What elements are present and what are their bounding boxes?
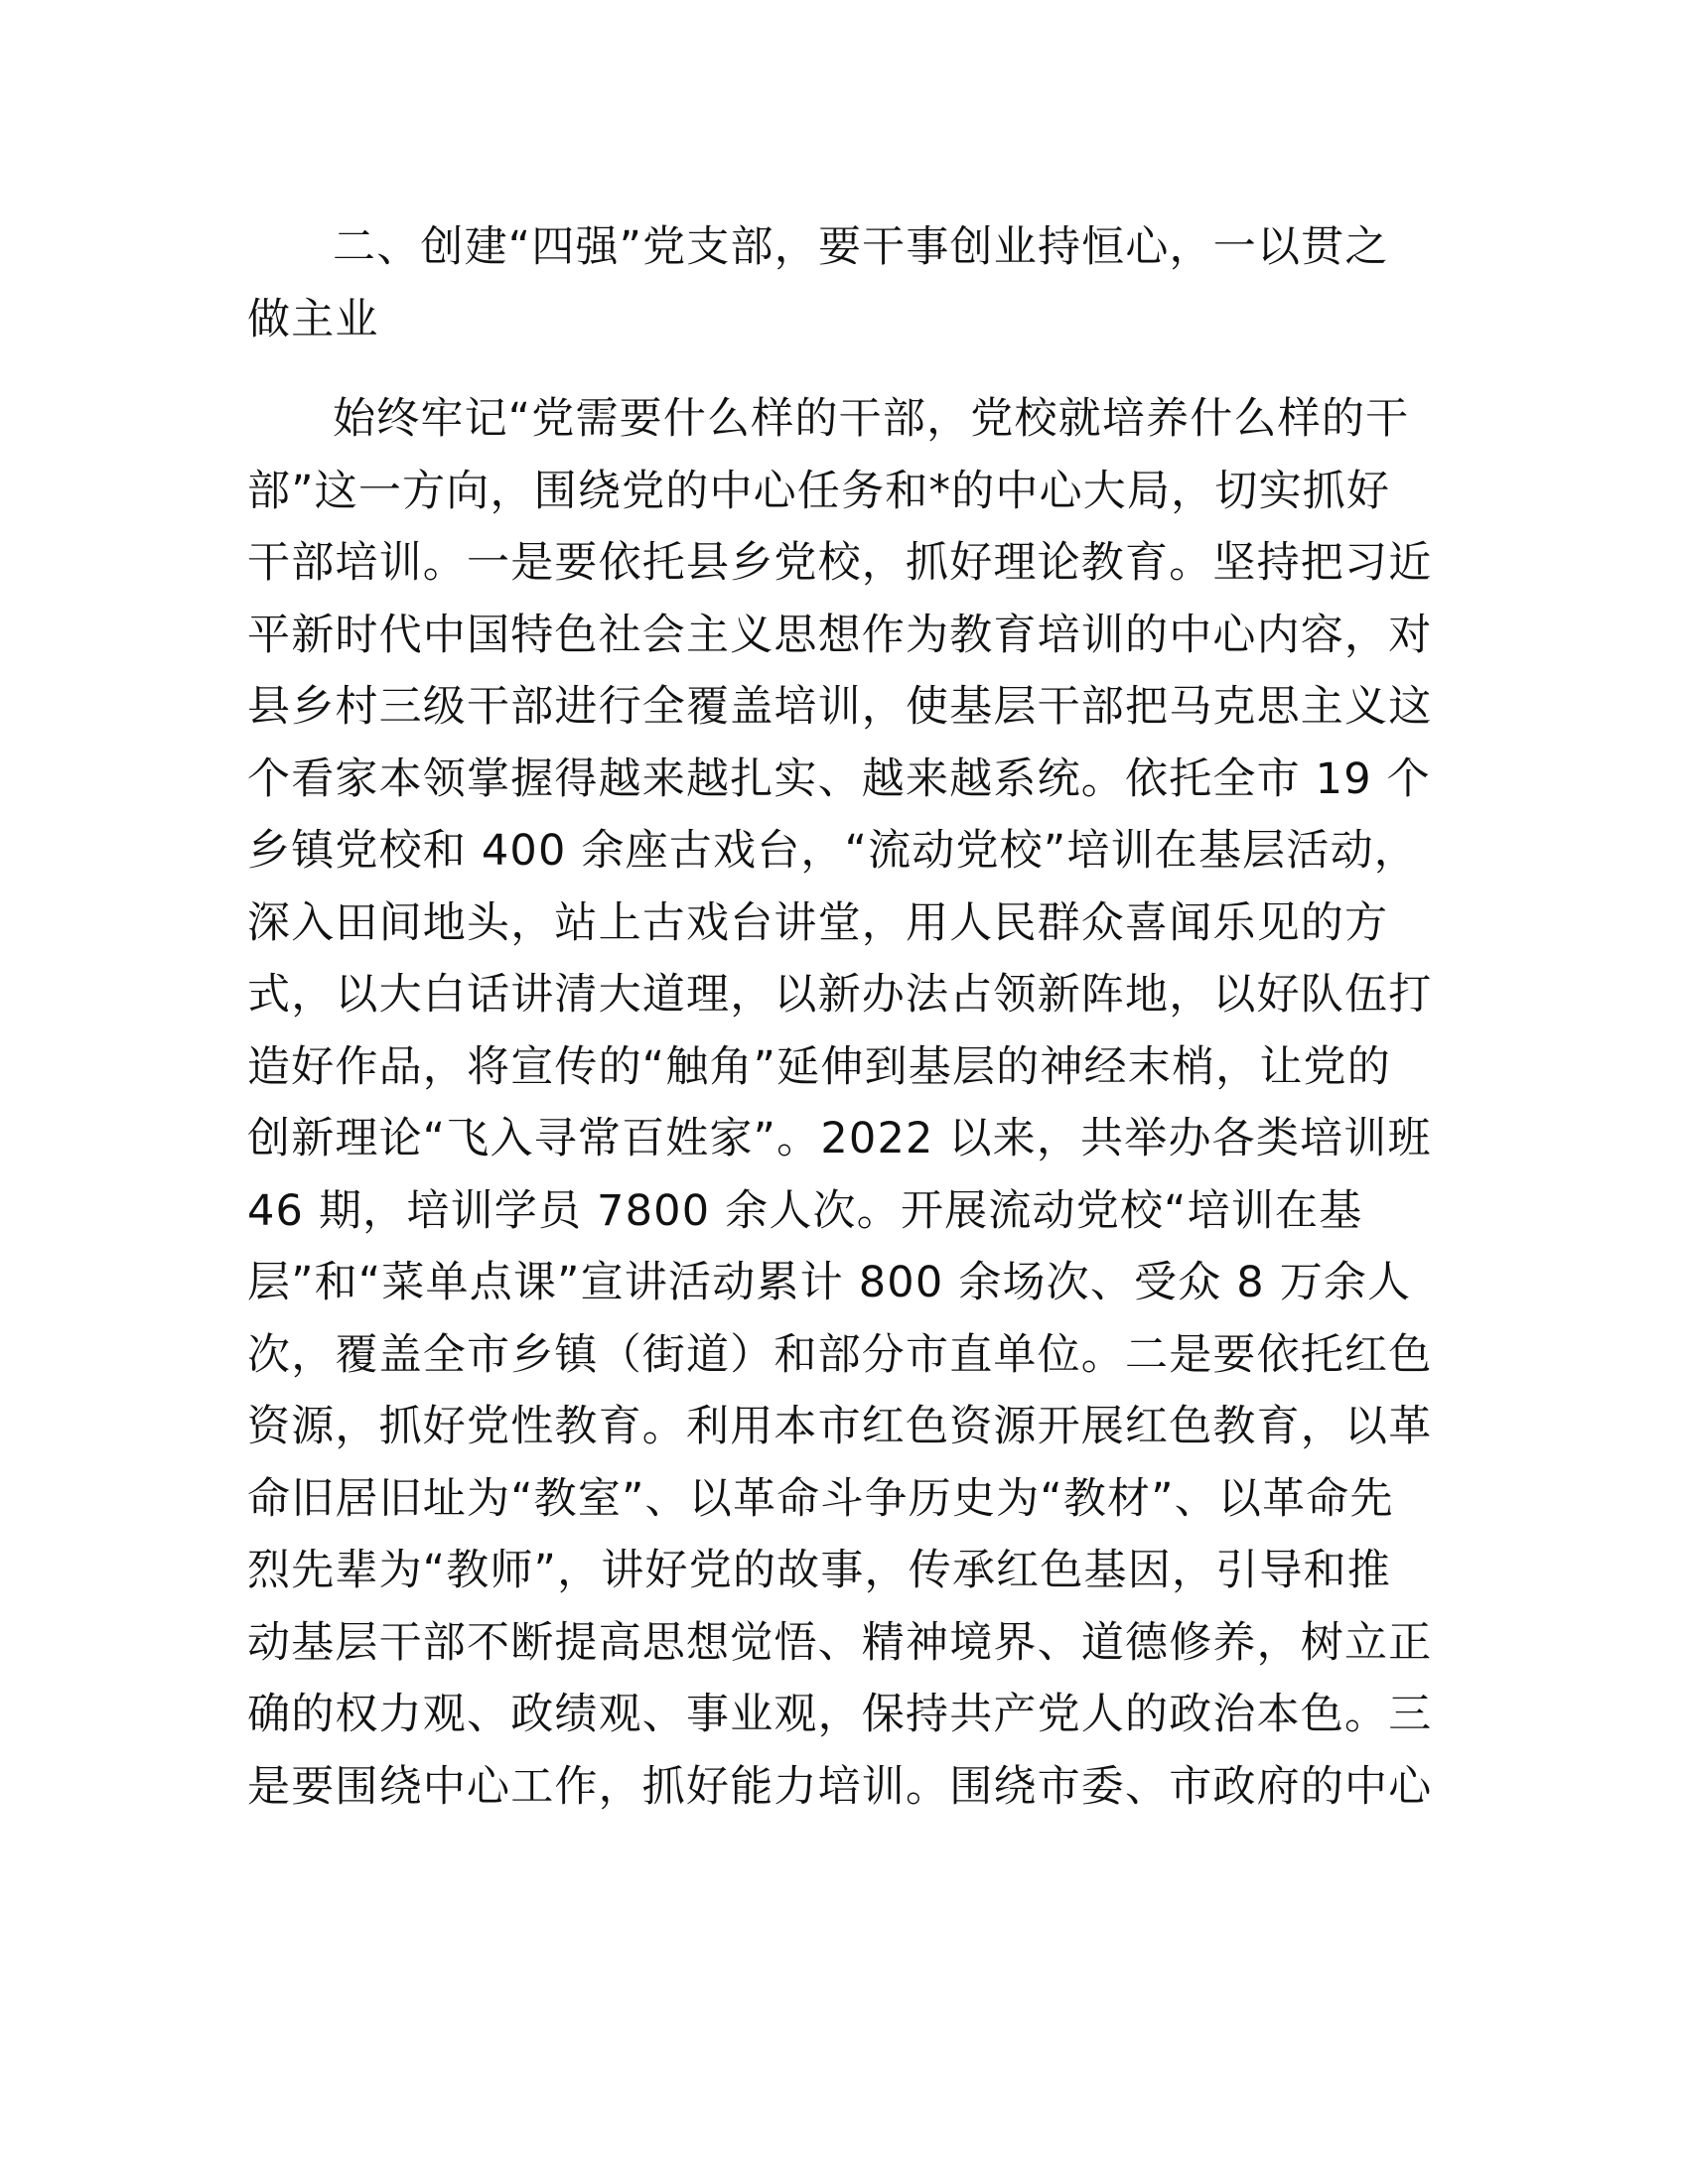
paragraph-line: 始终牢记“党需要什么样的干部，党校就培养什么样的干 (333, 394, 1410, 444)
paragraph-line: 县乡村三级干部进行全覆盖培训，使基层干部把马克思主义这 (247, 682, 1433, 732)
body-paragraph (247, 383, 1439, 1823)
paragraph-line: 资源，抓好党性教育。利用本市红色资源开展红色教育，以革 (247, 1402, 1433, 1451)
paragraph-line: 造好作品，将宣传的“触角”延伸到基层的神经末梢，让党的 (247, 1041, 1391, 1092)
paragraph-line: 乡镇党校和 400 余座古戏台，“流动党校”培训在基层活动， (247, 826, 1418, 876)
paragraph-line: 层”和“菜单点课”宣讲活动累计 800 余场次、受众 8 万余人 (247, 1258, 1412, 1307)
heading-line: 做主业 (247, 294, 379, 344)
section-heading (247, 211, 1439, 355)
paragraph-line: 烈先辈为“教师”，讲好党的故事，传承红色基因，引导和推 (247, 1546, 1391, 1595)
paragraph-line: 次，覆盖全市乡镇（街道）和部分市直单位。二是要依托红色 (247, 1329, 1433, 1380)
paragraph-line: 部”这一方向，围绕党的中心任务和*的中心大局，切实抓好 (247, 466, 1391, 516)
paragraph-line: 命旧居旧址为“教室”、以革命斗争历史为“教材”、以革命先 (247, 1473, 1394, 1524)
paragraph-line: 深入田间地头，站上古戏台讲堂，用人民群众喜闻乐见的方 (247, 897, 1389, 948)
paragraph-line: 式，以大白话讲清大道理，以新办法占领新阵地，以好队伍打 (247, 970, 1433, 1020)
paragraph-line: 创新理论“飞入寻常百姓家”。2022 以来，共举办各类培训班 (247, 1114, 1432, 1163)
paragraph-line: 动基层干部不断提高思想觉悟、精神境界、道德修养，树立正 (247, 1617, 1433, 1668)
paragraph-line: 平新时代中国特色社会主义思想作为教育培训的中心内容，对 (247, 610, 1433, 660)
heading-line: 二、创建“四强”党支部，要干事创业持恒心，一以贯之 (333, 222, 1389, 272)
paragraph-line: 是要围绕中心工作，抓好能力培训。围绕市委、市政府的中心 (247, 1761, 1433, 1812)
paragraph-line: 46 期，培训学员 7800 余人次。开展流动党校“培训在基 (247, 1185, 1363, 1236)
paragraph-line: 个看家本领掌握得越来越扎实、越来越系统。依托全市 19 个 (247, 753, 1431, 804)
paragraph-line: 干部培训。一是要依托县乡党校，抓好理论教育。坚持把习近 (247, 538, 1433, 588)
paragraph-line: 确的权力观、政绩观、事业观，保持共产党人的政治本色。三 (247, 1690, 1433, 1739)
